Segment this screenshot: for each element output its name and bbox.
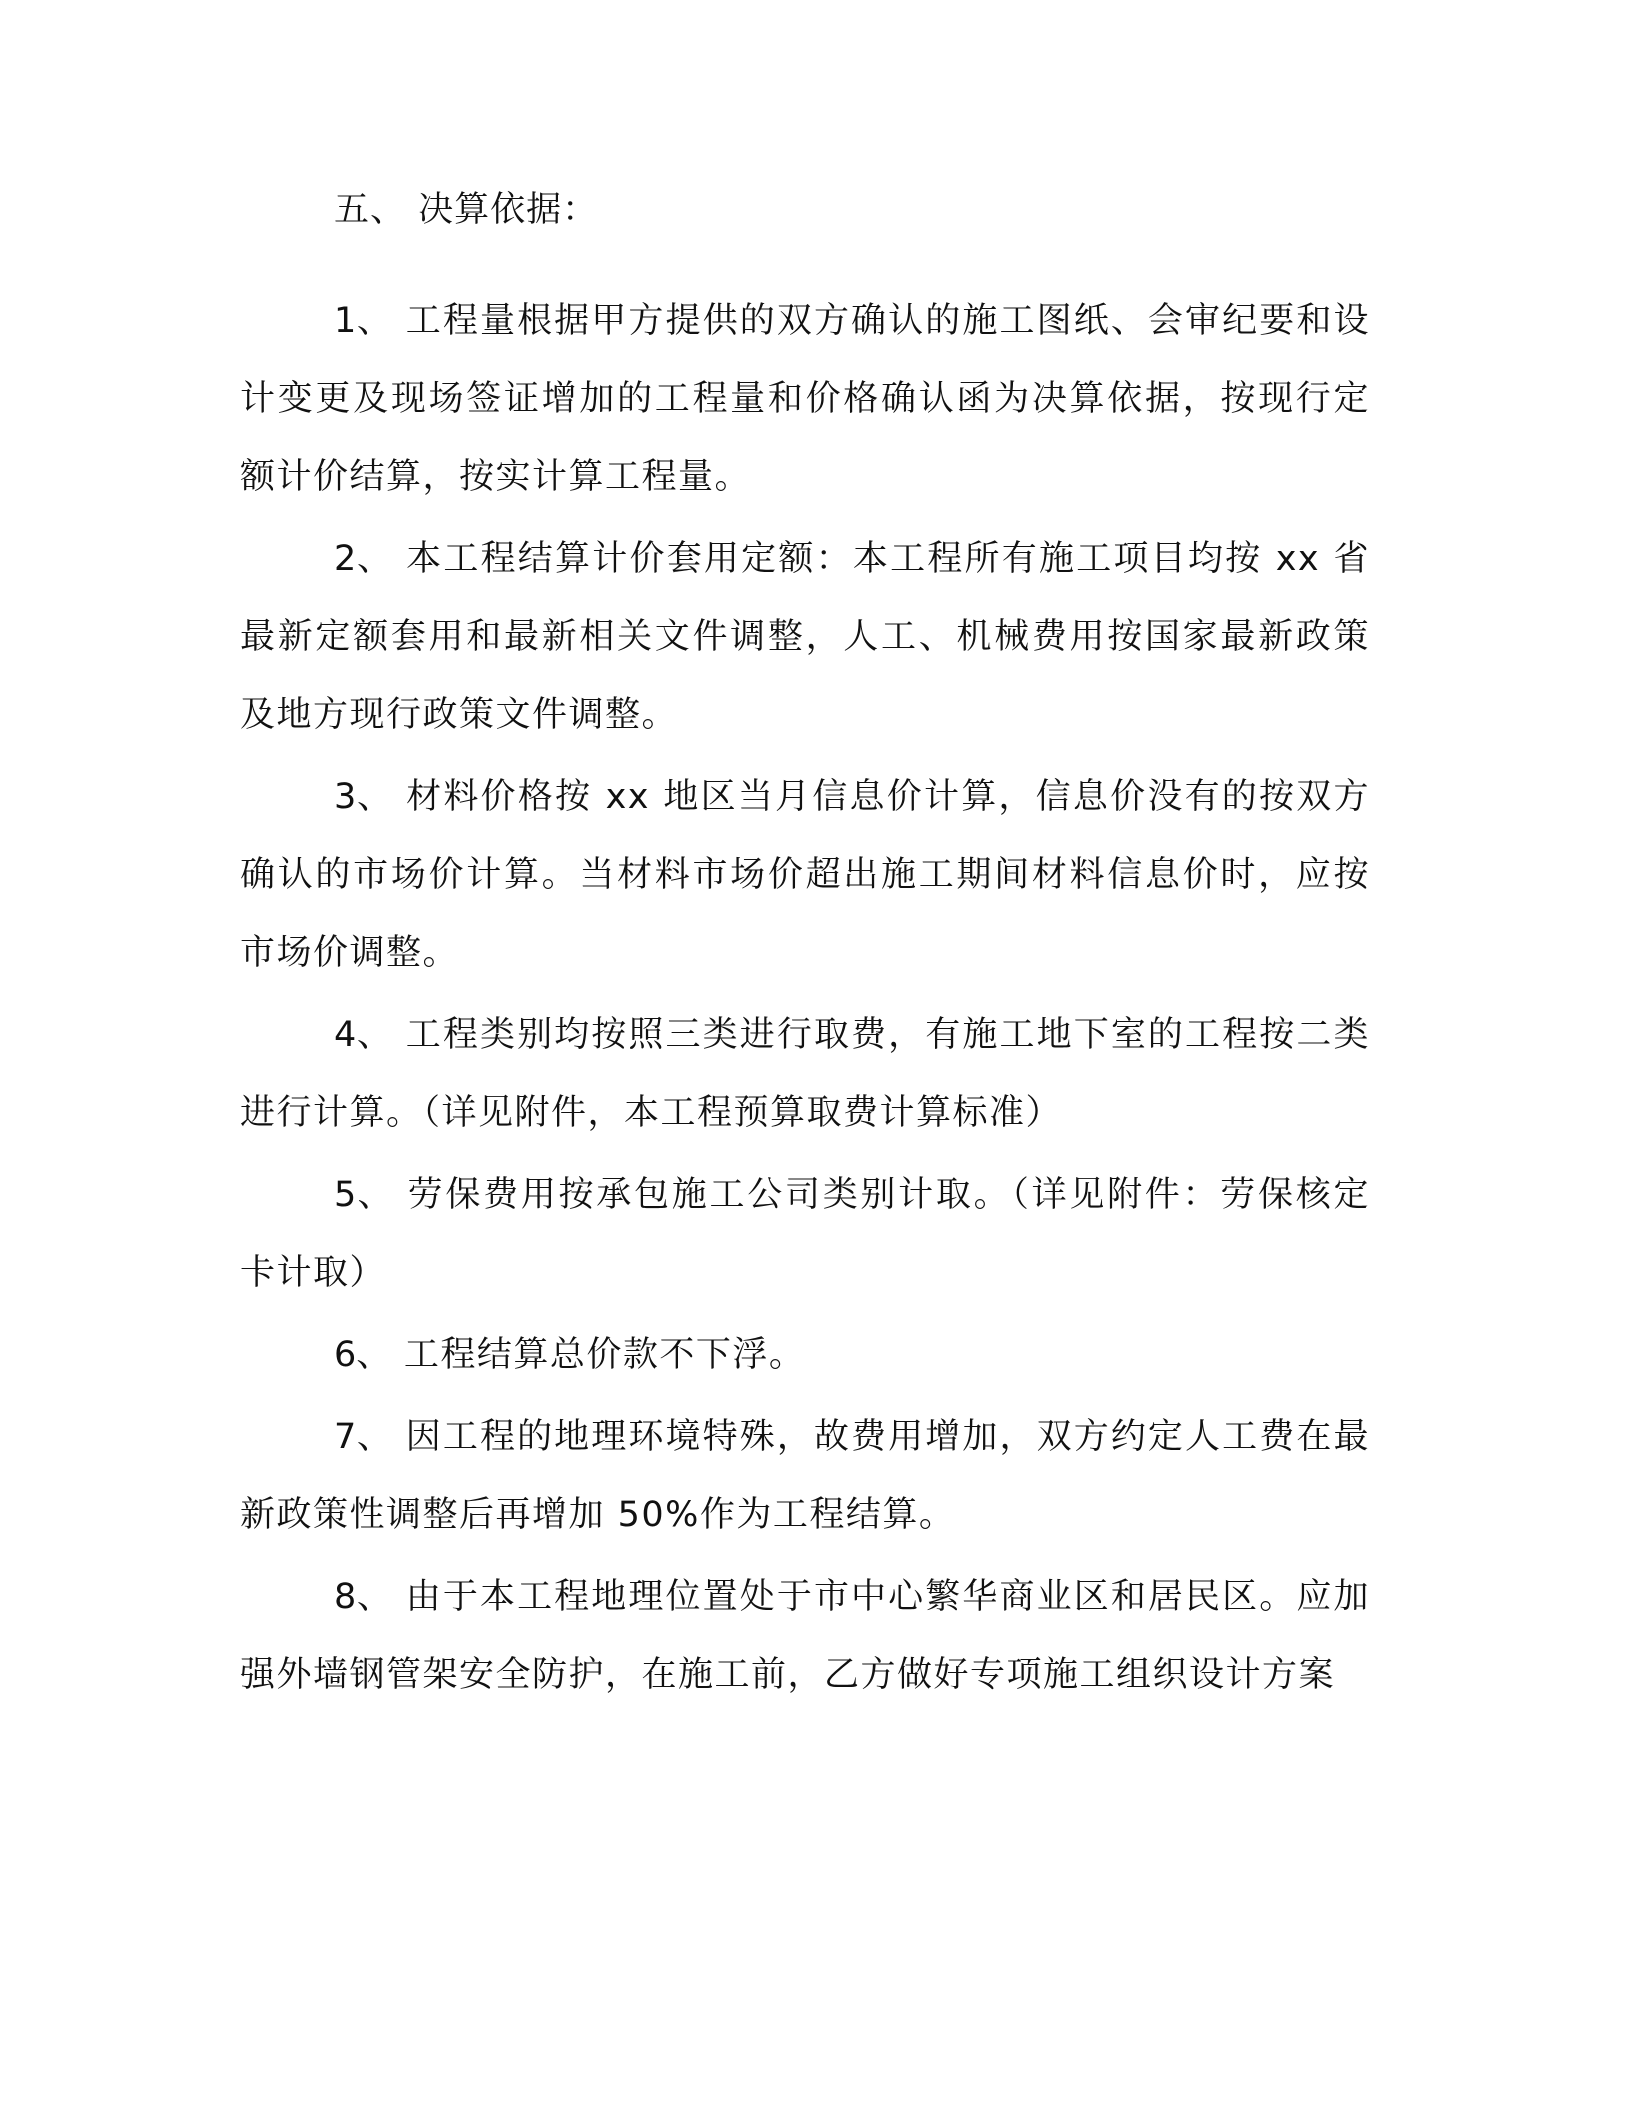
clause-text: 由于本工程地理位置处于市中心繁华商业区和居民区。应加强外墙钢管架安全防护，在施工前，乙方做好专项施工组织设计方案 <box>240 1577 1370 1695</box>
clause-6 <box>240 1316 1370 1394</box>
clause-text: 本工程结算计价套用定额：本工程所有施工项目均按 xx 省最新定额套用和最新相关文件调整，人工、机械费用按国家最新政策及地方现行政策文件调整。 <box>240 539 1370 735</box>
clause-text: 工程类别均按照三类进行取费，有施工地下室的工程按二类进行计算。（详见附件，本工程预算取费计算标准） <box>240 1015 1370 1133</box>
clause-5 <box>240 1156 1370 1312</box>
clause-7 <box>240 1398 1370 1554</box>
clause-3 <box>240 758 1370 992</box>
document-body <box>240 190 1370 1738</box>
clause-number: 2、 <box>334 539 393 579</box>
clause-text: 因工程的地理环境特殊，故费用增加，双方约定人工费在最新政策性调整后再增加 50%作为工程结算。 <box>240 1417 1370 1535</box>
clause-8 <box>240 1558 1370 1714</box>
clause-number: 3、 <box>334 777 393 817</box>
clause-text: 劳保费用按承包施工公司类别计取。（详见附件：劳保核定卡计取） <box>240 1175 1370 1293</box>
clause-number: 5、 <box>334 1175 394 1215</box>
section-heading: 五、 决算依据： <box>334 190 599 230</box>
clause-number: 6、 <box>334 1335 392 1375</box>
clause-number: 1、 <box>334 301 393 341</box>
clause-number: 8、 <box>334 1577 393 1617</box>
clause-1 <box>240 282 1370 516</box>
clause-number: 4、 <box>334 1015 393 1055</box>
clause-text: 材料价格按 xx 地区当月信息价计算，信息价没有的按双方确认的市场价计算。当材料市场价超出施工期间材料信息价时，应按市场价调整。 <box>240 777 1370 973</box>
clause-text: 工程量根据甲方提供的双方确认的施工图纸、会审纪要和设计变更及现场签证增加的工程量和价格确认函为决算依据，按现行定额计价结算，按实计算工程量。 <box>240 301 1370 497</box>
clause-2 <box>240 520 1370 754</box>
clause-4 <box>240 996 1370 1152</box>
clause-text: 工程结算总价款不下浮。 <box>391 1335 806 1375</box>
clause-number: 7、 <box>334 1417 393 1457</box>
